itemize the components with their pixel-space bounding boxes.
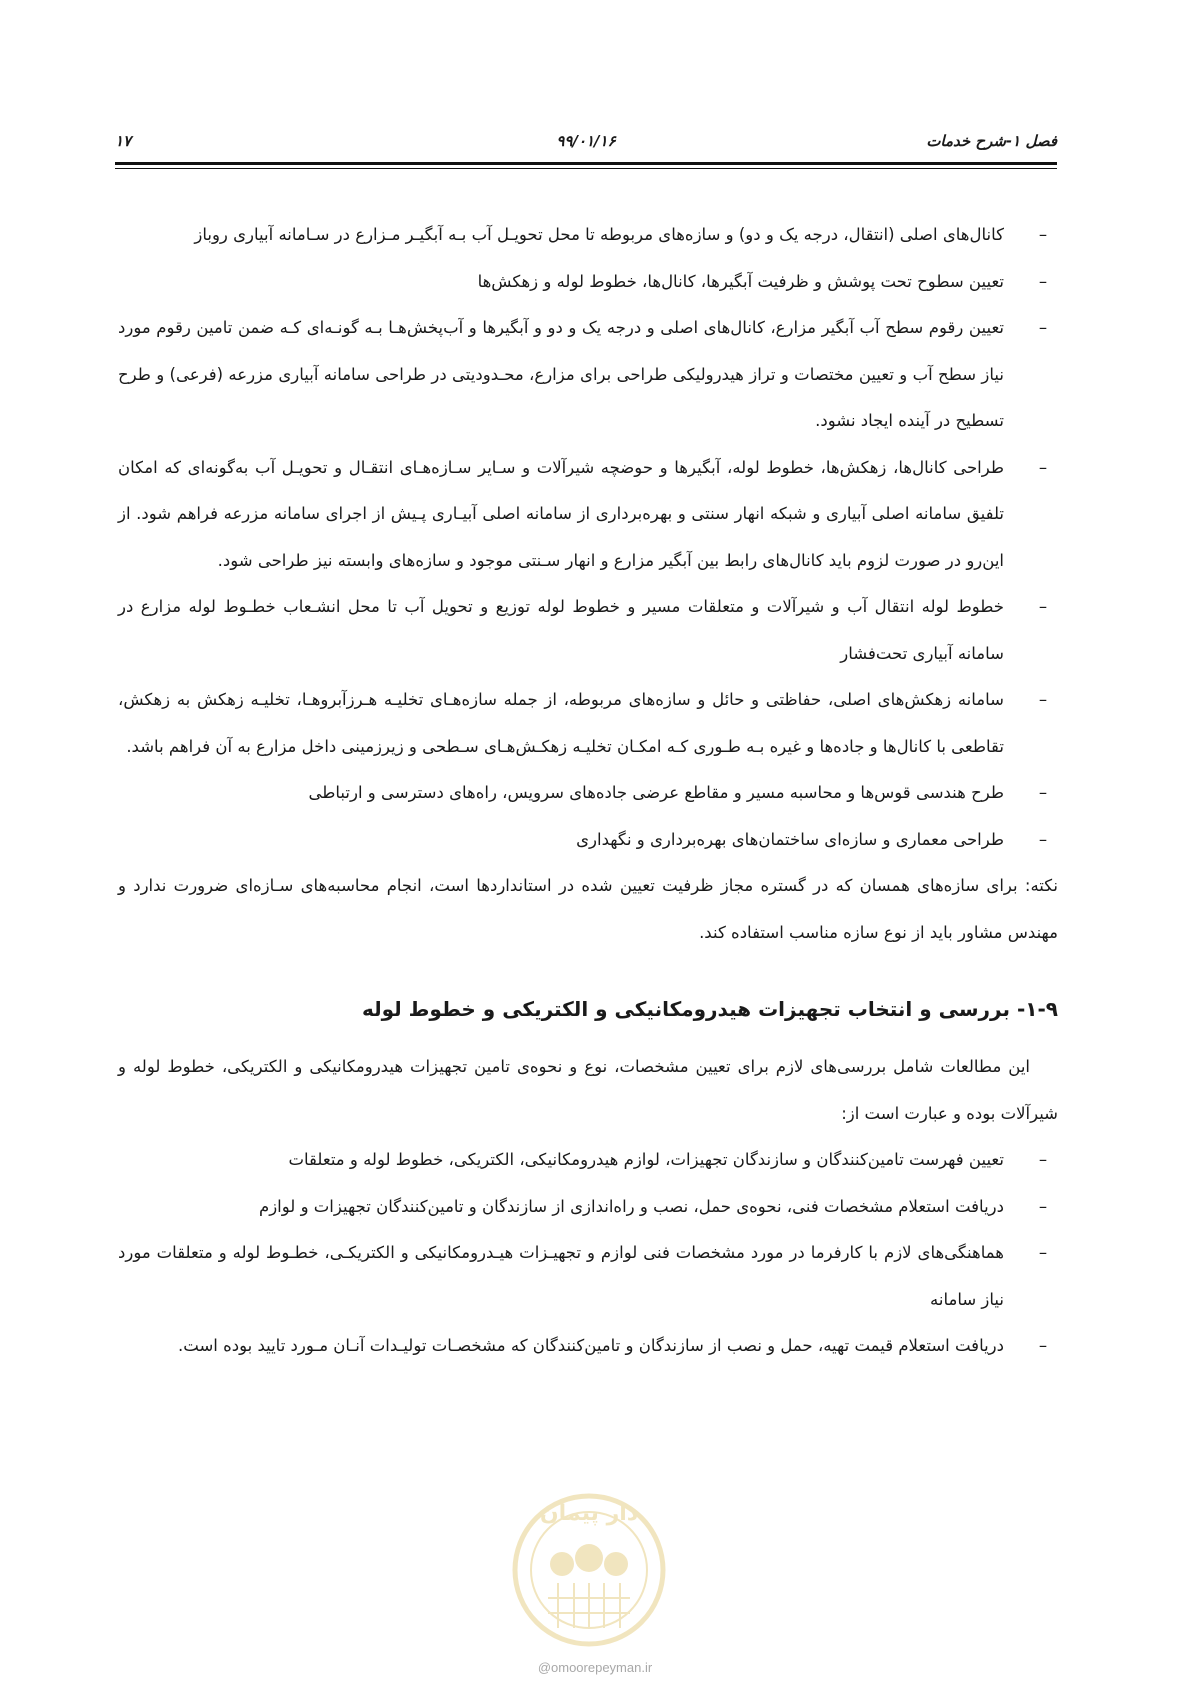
section-paragraph: این مطالعات شامل بررسی‌های لازم برای تعیین مشخصات، نوع و نحوه‌ی تامین تجهیزات هیدرومکانیکی و الکتریکی، خطوط لوله و شیرآلات بوده و عبارت است از:: [118, 1057, 1058, 1123]
list-dash: –: [1038, 271, 1048, 291]
list-item: – دریافت استعلام قیمت تهیه، حمل و نصب از سازندگان و تامین‌کنندگان که مشخصـات تولیـدات آنـان مـورد تایید بوده است.: [118, 1323, 1058, 1370]
list-dash: –: [1038, 1243, 1048, 1262]
list-item: – تعیین فهرست تامین‌کنندگان و سازندگان تجهیزات، لوازم هیدرومکانیکی، الکتریکی، خطوط لوله و متعلقات: [118, 1137, 1058, 1184]
page-header: [115, 132, 1057, 156]
seal-stamp-icon: [478, 1478, 700, 1648]
note-paragraph: نکته: برای سازه‌های همسان که در گستره مجاز ظرفیت تعیین شده در استانداردها است، انجام محاسبه‌های سـازه‌ای ضرورت ندارد و مهندس مشاور باید از نوع سازه مناسب استفاده کند.: [118, 876, 1058, 942]
list-item: – تعیین سطوح تحت پوشش و ظرفیت آبگیرها، کانال‌ها، خطوط لوله و زهکش‌ها: [118, 259, 1058, 306]
header-rule-thin: [115, 168, 1057, 169]
header-rule-thick: [115, 162, 1057, 165]
list-dash: –: [1038, 1336, 1048, 1355]
equipment-list: [118, 1137, 1058, 1370]
list-item: – سامانه زهکش‌های اصلی، حفاظتی و حائل و سازه‌های مربوطه، از جمله سازه‌هـای تخلیـه هـرزآبروهـا، تخلیـه زهکش به زهکش، تقاطعی با کانال‌ها و جاده‌ها و غیره بـه طـوری کـه امکـان تخلیـه زهکـش‌هـای سـطحی و زیرزمینی داخل مزارع به آن فراهم باشد.: [118, 677, 1058, 770]
list-item: – طرح هندسی قوس‌ها و محاسبه مسیر و مقاطع عرضی جاده‌های سرویس، راه‌های دسترسی و ارتباطی: [118, 770, 1058, 817]
list-dash: –: [1038, 225, 1048, 244]
header-date: ۹۹/۰۱/۱۶: [556, 132, 616, 150]
list-dash: –: [1038, 1196, 1048, 1216]
services-list: [118, 212, 1058, 863]
list-item: – هماهنگی‌های لازم با کارفرما در مورد مشخصات فنی لوازم و تجهیـزات هیـدرومکانیکی و الکتریکـی، خطـوط لوله و متعلقات مورد نیاز سامانه: [118, 1230, 1058, 1323]
list-item: – تعیین رقوم سطح آب آبگیر مزارع، کانال‌های اصلی و درجه یک و دو و آبگیرها و آب‌پخش‌هـا بـه گونـه‌ای کـه ضمن تامین رقوم مورد نیاز سطح آب و تعیین مختصات و تراز هیدرولیکی طراحی برای مزارع، محـدودیتی در طراحی سامانه آبیاری مزرعه (فرعی) و طرح تسطیح در آینده ایجاد نشود.: [118, 305, 1058, 445]
chapter-title: فصل ۱-شرح خدمات: [926, 132, 1057, 150]
list-item: – کانال‌های اصلی (انتقال، درجه یک و دو) و سازه‌های مربوطه تا محل تحویـل آب بـه آبگیـر مـزارع در سـامانه آبیاری روباز: [118, 212, 1058, 259]
list-item: – طراحی کانال‌ها، زهکش‌ها، خطوط لوله، آبگیرها و حوضچه شیرآلات و سـایر سـازه‌هـای انتقـال و تحویـل آب به‌گونه‌ای که امکان تلفیق سامانه اصلی آبیاری و شبکه انهار سنتی و بهره‌برداری از سامانه اصلی آبیـاری پـیش از اجرای سامانه مزرعه فراهم شود. از این‌رو در صورت لزوم باید کانال‌های رابط بین آبگیر مزارع و انهار سـنتی موجود و سازه‌های وابسته نیز طراحی شود.: [118, 445, 1058, 585]
watermark-text: @omoorepeyman.ir: [537, 1660, 653, 1675]
list-item: – طراحی معماری و سازه‌ای ساختمان‌های بهره‌برداری و نگهداری: [118, 817, 1058, 864]
list-item: – دریافت استعلام مشخصات فنی، نحوه‌ی حمل، نصب و راه‌اندازی از سازندگان و تامین‌کنندگان تجهیزات و لوازم: [118, 1184, 1058, 1231]
section-heading: ۱-۹- بررسی و انتخاب تجهیزات هیدرومکانیکی و الکتریکی و خطوط لوله: [361, 997, 1058, 1021]
list-dash: –: [1038, 318, 1048, 337]
list-dash: –: [1038, 457, 1048, 477]
list-dash: –: [1038, 1150, 1048, 1169]
list-dash: –: [1038, 597, 1048, 616]
list-item: – خطوط لوله انتقال آب و شیرآلات و متعلقات مسیر و خطوط لوله توزیع و تحویل آب تا محل انشـعاب خطـوط لوله مزارع در سامانه آبیاری تحت‌فشار: [118, 584, 1058, 677]
stamp-text: دار پیمان: [539, 1501, 639, 1526]
list-dash: –: [1038, 783, 1048, 802]
body-content: [118, 212, 1058, 1370]
page-number: ۱۷: [115, 132, 132, 150]
list-dash: –: [1038, 829, 1048, 849]
list-dash: –: [1038, 690, 1048, 709]
